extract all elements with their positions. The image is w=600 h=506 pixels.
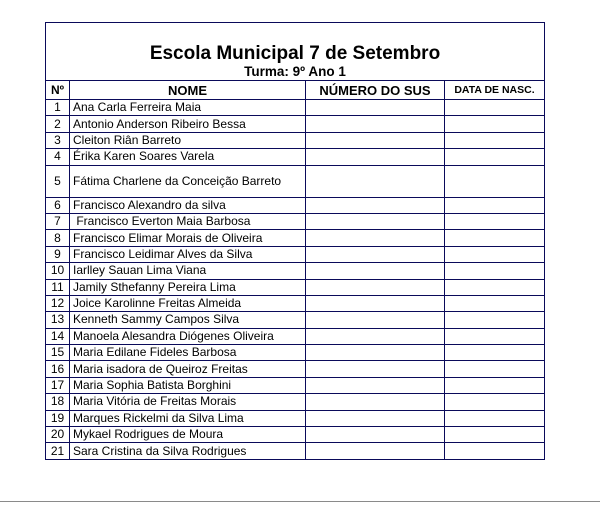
- row-number: 17: [46, 377, 70, 393]
- sus-number-cell[interactable]: [306, 443, 445, 459]
- sus-number-cell[interactable]: [306, 361, 445, 377]
- student-name: Francisco Elimar Morais de Oliveira: [70, 230, 306, 246]
- header-row: [46, 81, 545, 100]
- row-number: 2: [46, 116, 70, 132]
- sus-number-cell[interactable]: [306, 427, 445, 443]
- row-number: 21: [46, 443, 70, 459]
- student-name: Ana Carla Ferreira Maia: [70, 100, 306, 116]
- student-list-table: [45, 22, 545, 460]
- birth-date-cell[interactable]: [445, 100, 545, 116]
- student-name: Maria Vitória de Freitas Morais: [70, 394, 306, 410]
- header-name: NOME: [70, 81, 306, 100]
- table-row: [46, 197, 545, 213]
- table-row: [46, 132, 545, 148]
- birth-date-cell[interactable]: [445, 165, 545, 197]
- header-sus-number: NÚMERO DO SUS: [306, 81, 445, 100]
- birth-date-cell[interactable]: [445, 427, 545, 443]
- table-row: [46, 263, 545, 279]
- subtitle-row: [46, 63, 545, 81]
- birth-date-cell[interactable]: [445, 377, 545, 393]
- class-subtitle: Turma: 9º Ano 1: [46, 63, 545, 81]
- row-number: 11: [46, 279, 70, 295]
- row-number: 18: [46, 394, 70, 410]
- row-number: 1: [46, 100, 70, 116]
- birth-date-cell[interactable]: [445, 394, 545, 410]
- page-bottom-divider: [0, 501, 600, 502]
- student-name: Fátima Charlene da Conceição Barreto: [70, 165, 306, 197]
- table-row: [46, 443, 545, 459]
- row-number: 13: [46, 312, 70, 328]
- student-name: Maria Sophia Batista Borghini: [70, 377, 306, 393]
- birth-date-cell[interactable]: [445, 312, 545, 328]
- row-number: 3: [46, 132, 70, 148]
- birth-date-cell[interactable]: [445, 295, 545, 311]
- header-number: Nº: [46, 81, 70, 100]
- birth-date-cell[interactable]: [445, 116, 545, 132]
- birth-date-cell[interactable]: [445, 443, 545, 459]
- student-name: Marques Rickelmi da Silva Lima: [70, 410, 306, 426]
- sus-number-cell[interactable]: [306, 246, 445, 262]
- row-number: 6: [46, 197, 70, 213]
- birth-date-cell[interactable]: [445, 149, 545, 165]
- table-row: [46, 213, 545, 229]
- table-row: [46, 165, 545, 197]
- sus-number-cell[interactable]: [306, 116, 445, 132]
- row-number: 20: [46, 427, 70, 443]
- student-name: Antonio Anderson Ribeiro Bessa: [70, 116, 306, 132]
- school-title: Escola Municipal 7 de Setembro: [46, 23, 545, 64]
- student-name: Francisco Alexandro da silva: [70, 197, 306, 213]
- table-row: [46, 246, 545, 262]
- table-row: [46, 328, 545, 344]
- sus-number-cell[interactable]: [306, 213, 445, 229]
- student-name: Kenneth Sammy Campos Silva: [70, 312, 306, 328]
- table-row: [46, 149, 545, 165]
- birth-date-cell[interactable]: [445, 279, 545, 295]
- birth-date-cell[interactable]: [445, 263, 545, 279]
- sus-number-cell[interactable]: [306, 149, 445, 165]
- student-name: Manoela Alesandra Diógenes Oliveira: [70, 328, 306, 344]
- title-row: [46, 23, 545, 64]
- birth-date-cell[interactable]: [445, 328, 545, 344]
- sus-number-cell[interactable]: [306, 295, 445, 311]
- table-row: [46, 295, 545, 311]
- student-name: Joice Karolinne Freitas Almeida: [70, 295, 306, 311]
- sus-number-cell[interactable]: [306, 132, 445, 148]
- birth-date-cell[interactable]: [445, 132, 545, 148]
- row-number: 5: [46, 165, 70, 197]
- student-name: Maria isadora de Queiroz Freitas: [70, 361, 306, 377]
- student-name: Jamily Sthefanny Pereira Lima: [70, 279, 306, 295]
- row-number: 16: [46, 361, 70, 377]
- birth-date-cell[interactable]: [445, 410, 545, 426]
- table-row: [46, 394, 545, 410]
- table-row: [46, 100, 545, 116]
- table-row: [46, 230, 545, 246]
- student-name: Érika Karen Soares Varela: [70, 149, 306, 165]
- table-row: [46, 312, 545, 328]
- student-name: Mykael Rodrigues de Moura: [70, 427, 306, 443]
- row-number: 9: [46, 246, 70, 262]
- student-name: Francisco Everton Maia Barbosa: [70, 213, 306, 229]
- row-number: 15: [46, 345, 70, 361]
- student-name: Sara Cristina da Silva Rodrigues: [70, 443, 306, 459]
- sus-number-cell[interactable]: [306, 410, 445, 426]
- student-name: Francisco Leidimar Alves da Silva: [70, 246, 306, 262]
- sus-number-cell[interactable]: [306, 100, 445, 116]
- sus-number-cell[interactable]: [306, 377, 445, 393]
- row-number: 14: [46, 328, 70, 344]
- header-birth-date: DATA DE NASC.: [445, 81, 545, 100]
- table-row: [46, 377, 545, 393]
- sus-number-cell[interactable]: [306, 230, 445, 246]
- student-name: Cleiton Riân Barreto: [70, 132, 306, 148]
- sus-number-cell[interactable]: [306, 394, 445, 410]
- row-number: 7: [46, 213, 70, 229]
- sus-number-cell[interactable]: [306, 263, 445, 279]
- row-number: 12: [46, 295, 70, 311]
- sus-number-cell[interactable]: [306, 279, 445, 295]
- birth-date-cell[interactable]: [445, 230, 545, 246]
- row-number: 10: [46, 263, 70, 279]
- sus-number-cell[interactable]: [306, 165, 445, 197]
- birth-date-cell[interactable]: [445, 246, 545, 262]
- student-name: Maria Edilane Fideles Barbosa: [70, 345, 306, 361]
- table-row: [46, 116, 545, 132]
- birth-date-cell[interactable]: [445, 197, 545, 213]
- table-row: [46, 410, 545, 426]
- table-row: [46, 279, 545, 295]
- row-number: 4: [46, 149, 70, 165]
- sus-number-cell[interactable]: [306, 328, 445, 344]
- sus-number-cell[interactable]: [306, 345, 445, 361]
- table-row: [46, 427, 545, 443]
- row-number: 19: [46, 410, 70, 426]
- birth-date-cell[interactable]: [445, 345, 545, 361]
- student-name: Iarlley Sauan Lima Viana: [70, 263, 306, 279]
- table-row: [46, 345, 545, 361]
- table-row: [46, 361, 545, 377]
- sus-number-cell[interactable]: [306, 197, 445, 213]
- row-number: 8: [46, 230, 70, 246]
- sus-number-cell[interactable]: [306, 312, 445, 328]
- birth-date-cell[interactable]: [445, 213, 545, 229]
- birth-date-cell[interactable]: [445, 361, 545, 377]
